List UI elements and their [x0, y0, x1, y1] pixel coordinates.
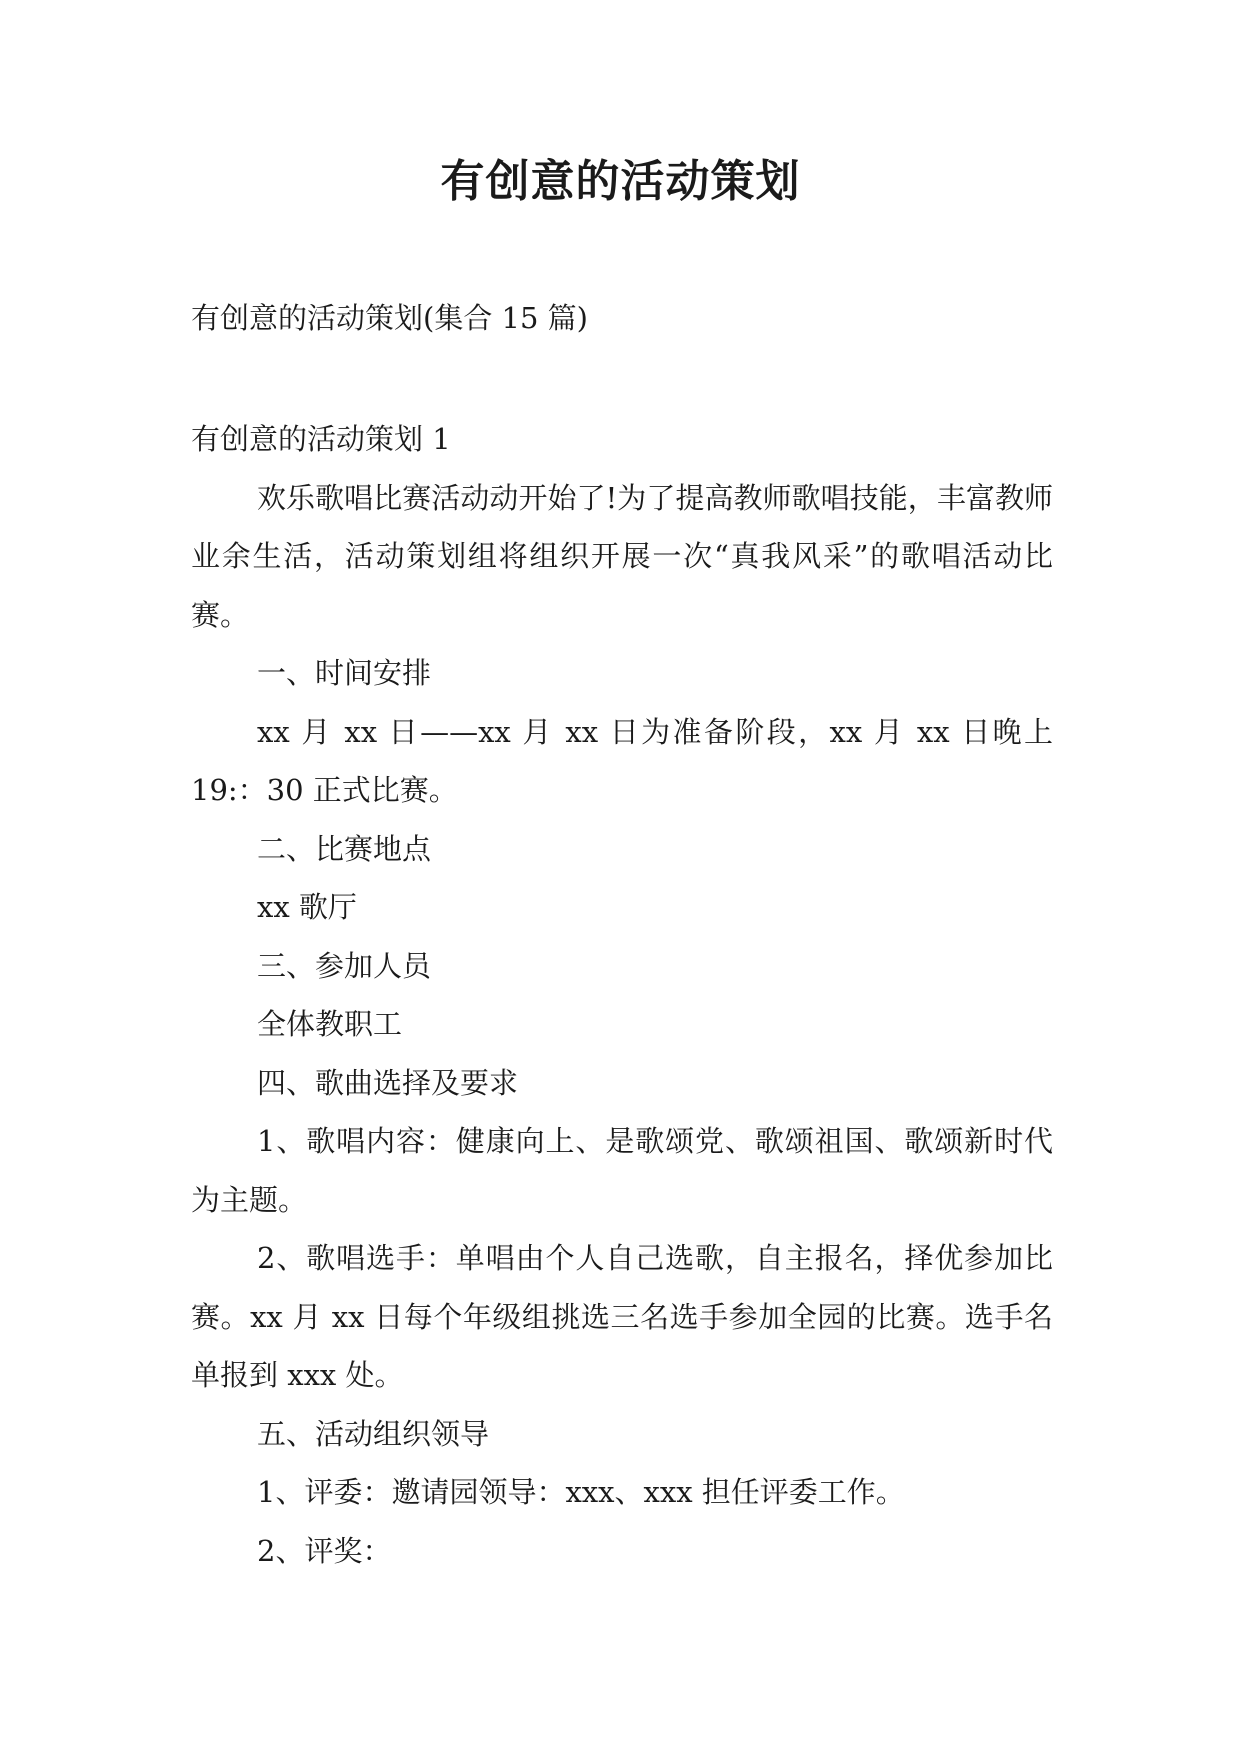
paragraph-awards: 2、评奖： [257, 1533, 392, 1568]
paragraph-time: xx 月 xx 日——xx 月 xx 日为准备阶段，xx 月 xx 日晚上 19:：30 正式比赛。 [191, 714, 1053, 807]
heading-participants: 三、参加人员 [257, 948, 432, 983]
document-subtitle: 有创意的活动策划(集合 15 篇) [191, 301, 588, 335]
paragraph-songs-singers: 2、歌唱选手：单唱由个人自己选歌，自主报名，择优参加比赛。xx 月 xx 日每个年级组挑选三名选手参加全园的比赛。选手名单报到 xxx 处。 [191, 1241, 1053, 1392]
paragraph-participants: 全体教职工 [257, 1007, 403, 1041]
heading-songs: 四、歌曲选择及要求 [257, 1065, 519, 1100]
heading-organization: 五、活动组织领导 [257, 1416, 490, 1451]
heading-time: 一、时间安排 [257, 656, 432, 690]
document-title: 有创意的活动策划 [440, 156, 801, 207]
section-heading: 有创意的活动策划 1 [191, 422, 451, 456]
paragraph-location: xx 歌厅 [257, 890, 357, 924]
paragraph-songs-content: 1、歌唱内容：健康向上、是歌颂党、歌颂祖国、歌颂新时代为主题。 [191, 1124, 1053, 1217]
document-body [191, 410, 1053, 1580]
heading-location: 二、比赛地点 [257, 831, 432, 866]
paragraph-judges: 1、评委：邀请园领导：xxx、xxx 担任评委工作。 [257, 1475, 905, 1509]
paragraph-intro: 欢乐歌唱比赛活动动开始了!为了提高教师歌唱技能，丰富教师业余生活，活动策划组将组织开展一次“真我风采”的歌唱活动比赛。 [191, 480, 1053, 632]
